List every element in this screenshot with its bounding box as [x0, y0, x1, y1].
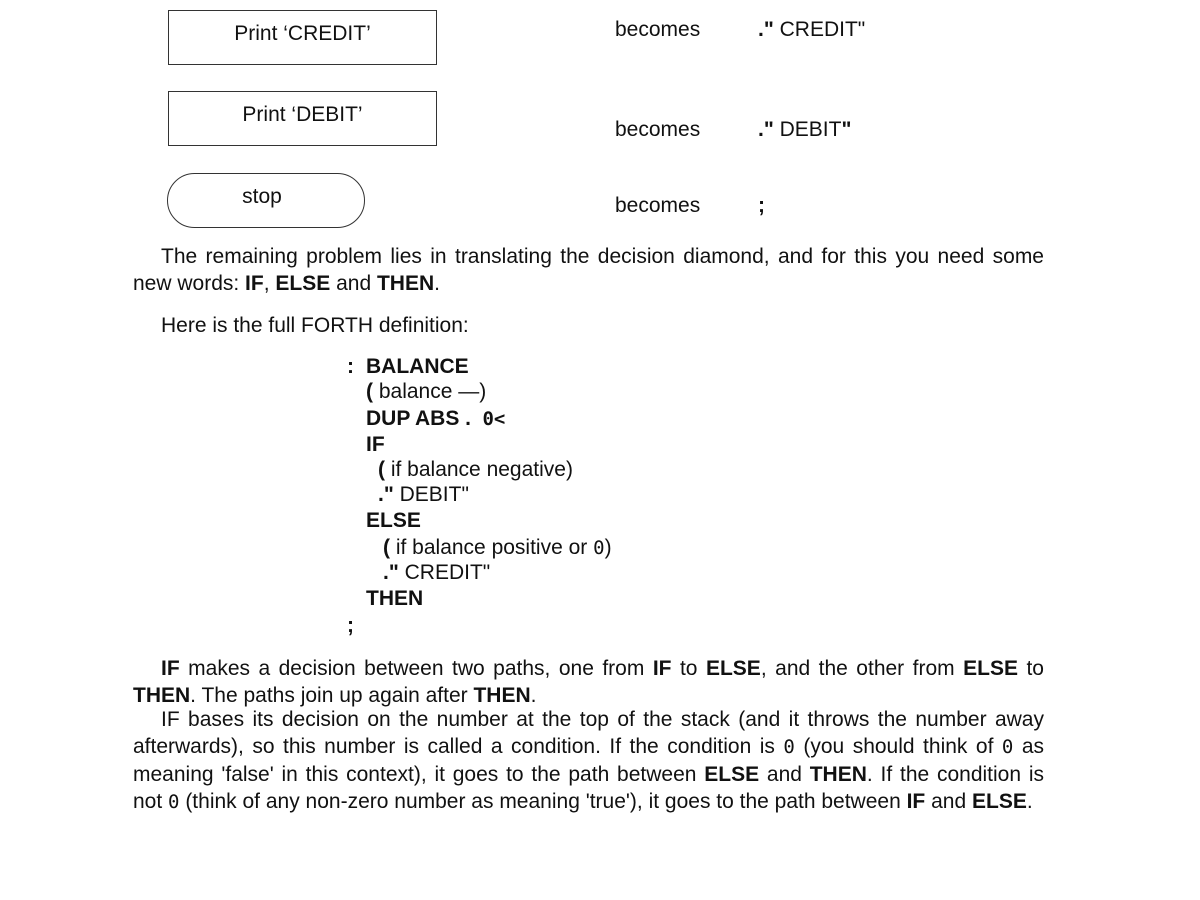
- code-line: ( if balance negative): [378, 458, 573, 481]
- flow-box-label: stop: [242, 184, 282, 208]
- forth-code-semicolon: [758, 194, 765, 218]
- paragraph-decision-intro: The remaining problem lies in translating the decision diamond, and for this you need some new words: IF, ELSE and THEN.: [133, 245, 1044, 295]
- flow-box-print-credit: [168, 10, 437, 65]
- code-line: ( balance —): [366, 380, 487, 403]
- code-line: ( if balance positive or 0): [383, 536, 612, 559]
- paragraph-if-condition: IF bases its decision on the number at the top of the stack (and it throws the number away afterwards), so this number is called a condition. If the condition is 0 (you should think of 0 as meaning 'false' in this context), it goes to the path between ELSE and THEN. If the condition is not 0 (think of any non-zero number as meaning 'true'), it goes to the path between IF and ELSE.: [133, 708, 1045, 813]
- flow-box-label: Print ‘CREDIT’: [234, 21, 371, 45]
- paragraph-if-paths: IF makes a decision between two paths, one from IF to ELSE, and the other from ELSE to THEN. The paths join up again after THEN.: [133, 657, 1044, 707]
- code-line: ." DEBIT": [378, 483, 469, 506]
- code-text: DEBIT: [773, 118, 842, 141]
- flow-terminal-stop: [167, 173, 365, 228]
- forth-code-debit: [758, 118, 851, 142]
- becomes-label: becomes: [615, 118, 701, 141]
- forth-code-credit: [758, 18, 865, 42]
- code-line: ELSE: [366, 509, 421, 532]
- code-dot-quote: .": [758, 18, 774, 41]
- flow-box-print-debit: [168, 91, 437, 146]
- code-dot-quote: .": [758, 118, 774, 141]
- code-line: ." CREDIT": [383, 561, 491, 584]
- code-quote: ": [841, 118, 852, 141]
- code-semicolon: ;: [758, 194, 765, 217]
- code-line: THEN: [366, 587, 424, 610]
- code-line: IF: [366, 433, 385, 456]
- paragraph-full-definition: Here is the full FORTH definition:: [161, 314, 469, 337]
- code-line: : BALANCE: [347, 355, 469, 378]
- becomes-label: becomes: [615, 18, 701, 41]
- code-line: DUP ABS . 0<: [366, 407, 506, 430]
- code-line: ;: [347, 614, 354, 637]
- becomes-label: becomes: [615, 194, 701, 217]
- flow-box-label: Print ‘DEBIT’: [242, 102, 363, 126]
- code-text: CREDIT": [773, 18, 866, 41]
